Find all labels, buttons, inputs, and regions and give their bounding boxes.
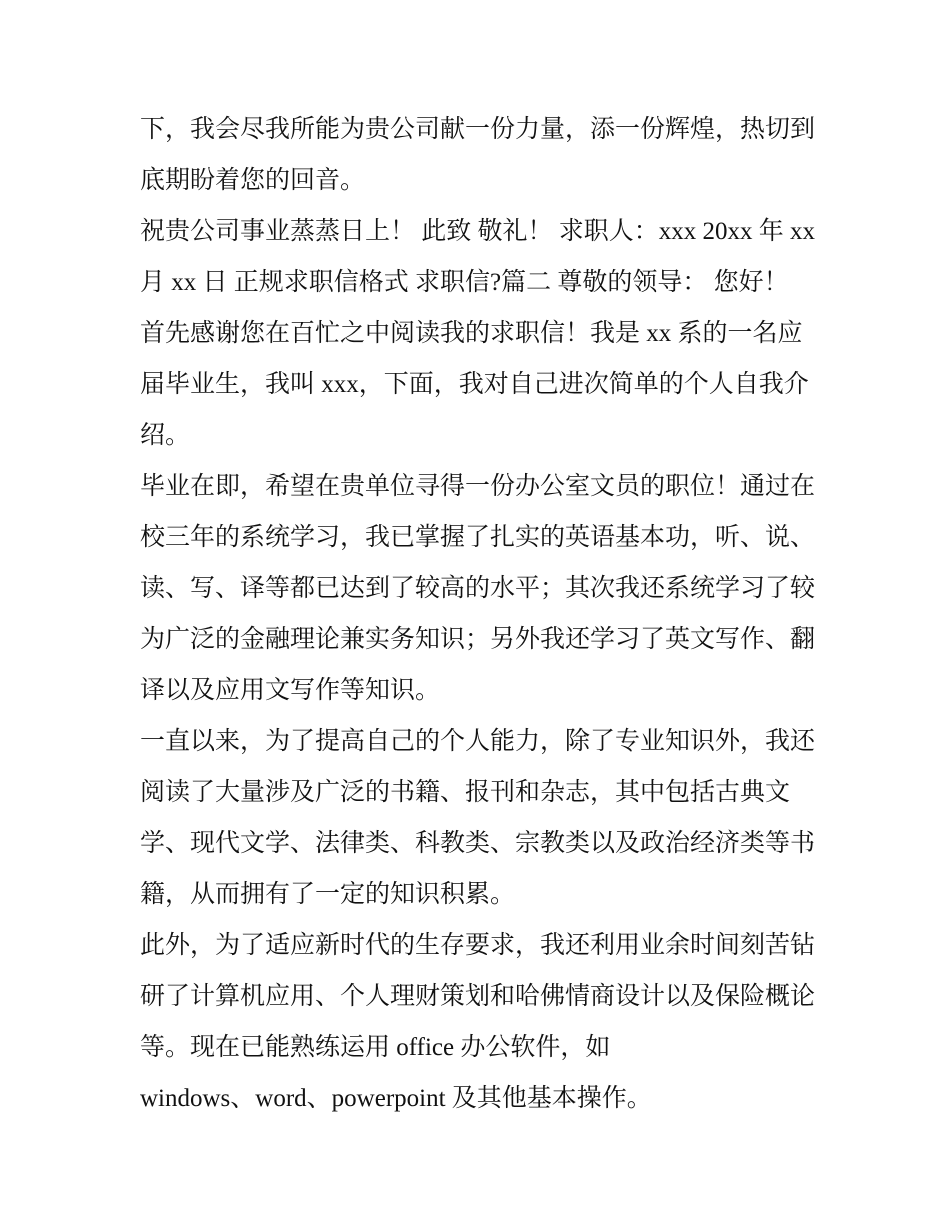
document-body xyxy=(140,104,820,1124)
text-line: 一直以来，为了提高自己的个人能力，除了专业知识外，我还 xyxy=(140,728,816,755)
text-line: 等。现在已能熟练运用 office 办公软件，如 xyxy=(140,1034,611,1061)
text-line: 底期盼着您的回音。 xyxy=(140,167,366,194)
text-line: 读、写、译等都已达到了较高的水平；其次我还系统学习了较 xyxy=(140,575,816,602)
text-line: windows、word、powerpoint 及其他基本操作。 xyxy=(140,1085,652,1112)
text-line: 为广泛的金融理论兼实务知识；另外我还学习了英文写作、翻 xyxy=(140,626,816,653)
text-line: 届毕业生，我叫 xxx，下面，我对自己进次简单的个人自我介 xyxy=(140,371,809,398)
text-line: 译以及应用文写作等知识。 xyxy=(140,677,441,704)
text-line: 此外，为了适应新时代的生存要求，我还利用业余时间刻苦钻 xyxy=(140,932,816,959)
text-line: 首先感谢您在百忙之中阅读我的求职信！我是 xx 系的一名应 xyxy=(140,320,803,347)
text-line: 毕业在即，希望在贵单位寻得一份办公室文员的职位！通过在 xyxy=(140,473,816,500)
text-line: 研了计算机应用、个人理财策划和哈佛情商设计以及保险概论 xyxy=(140,983,816,1010)
text-line: 绍。 xyxy=(140,422,191,449)
text-line: 月 xx 日 正规求职信格式 求职信?篇二 尊敬的领导： 您好！ xyxy=(140,269,789,296)
text-line: 下，我会尽我所能为贵公司献一份力量，添一份辉煌，热切到 xyxy=(140,116,816,143)
text-line: 阅读了大量涉及广泛的书籍、报刊和杂志，其中包括古典文 xyxy=(140,779,791,806)
text-line: 学、现代文学、法律类、科教类、宗教类以及政治经济类等书 xyxy=(140,830,816,857)
text-line: 祝贵公司事业蒸蒸日上！ 此致 敬礼！ 求职人：xxx 20xx 年 xx xyxy=(140,218,816,245)
text-line: 校三年的系统学习，我已掌握了扎实的英语基本功，听、说、 xyxy=(140,524,816,551)
text-line: 籍，从而拥有了一定的知识积累。 xyxy=(140,881,516,908)
